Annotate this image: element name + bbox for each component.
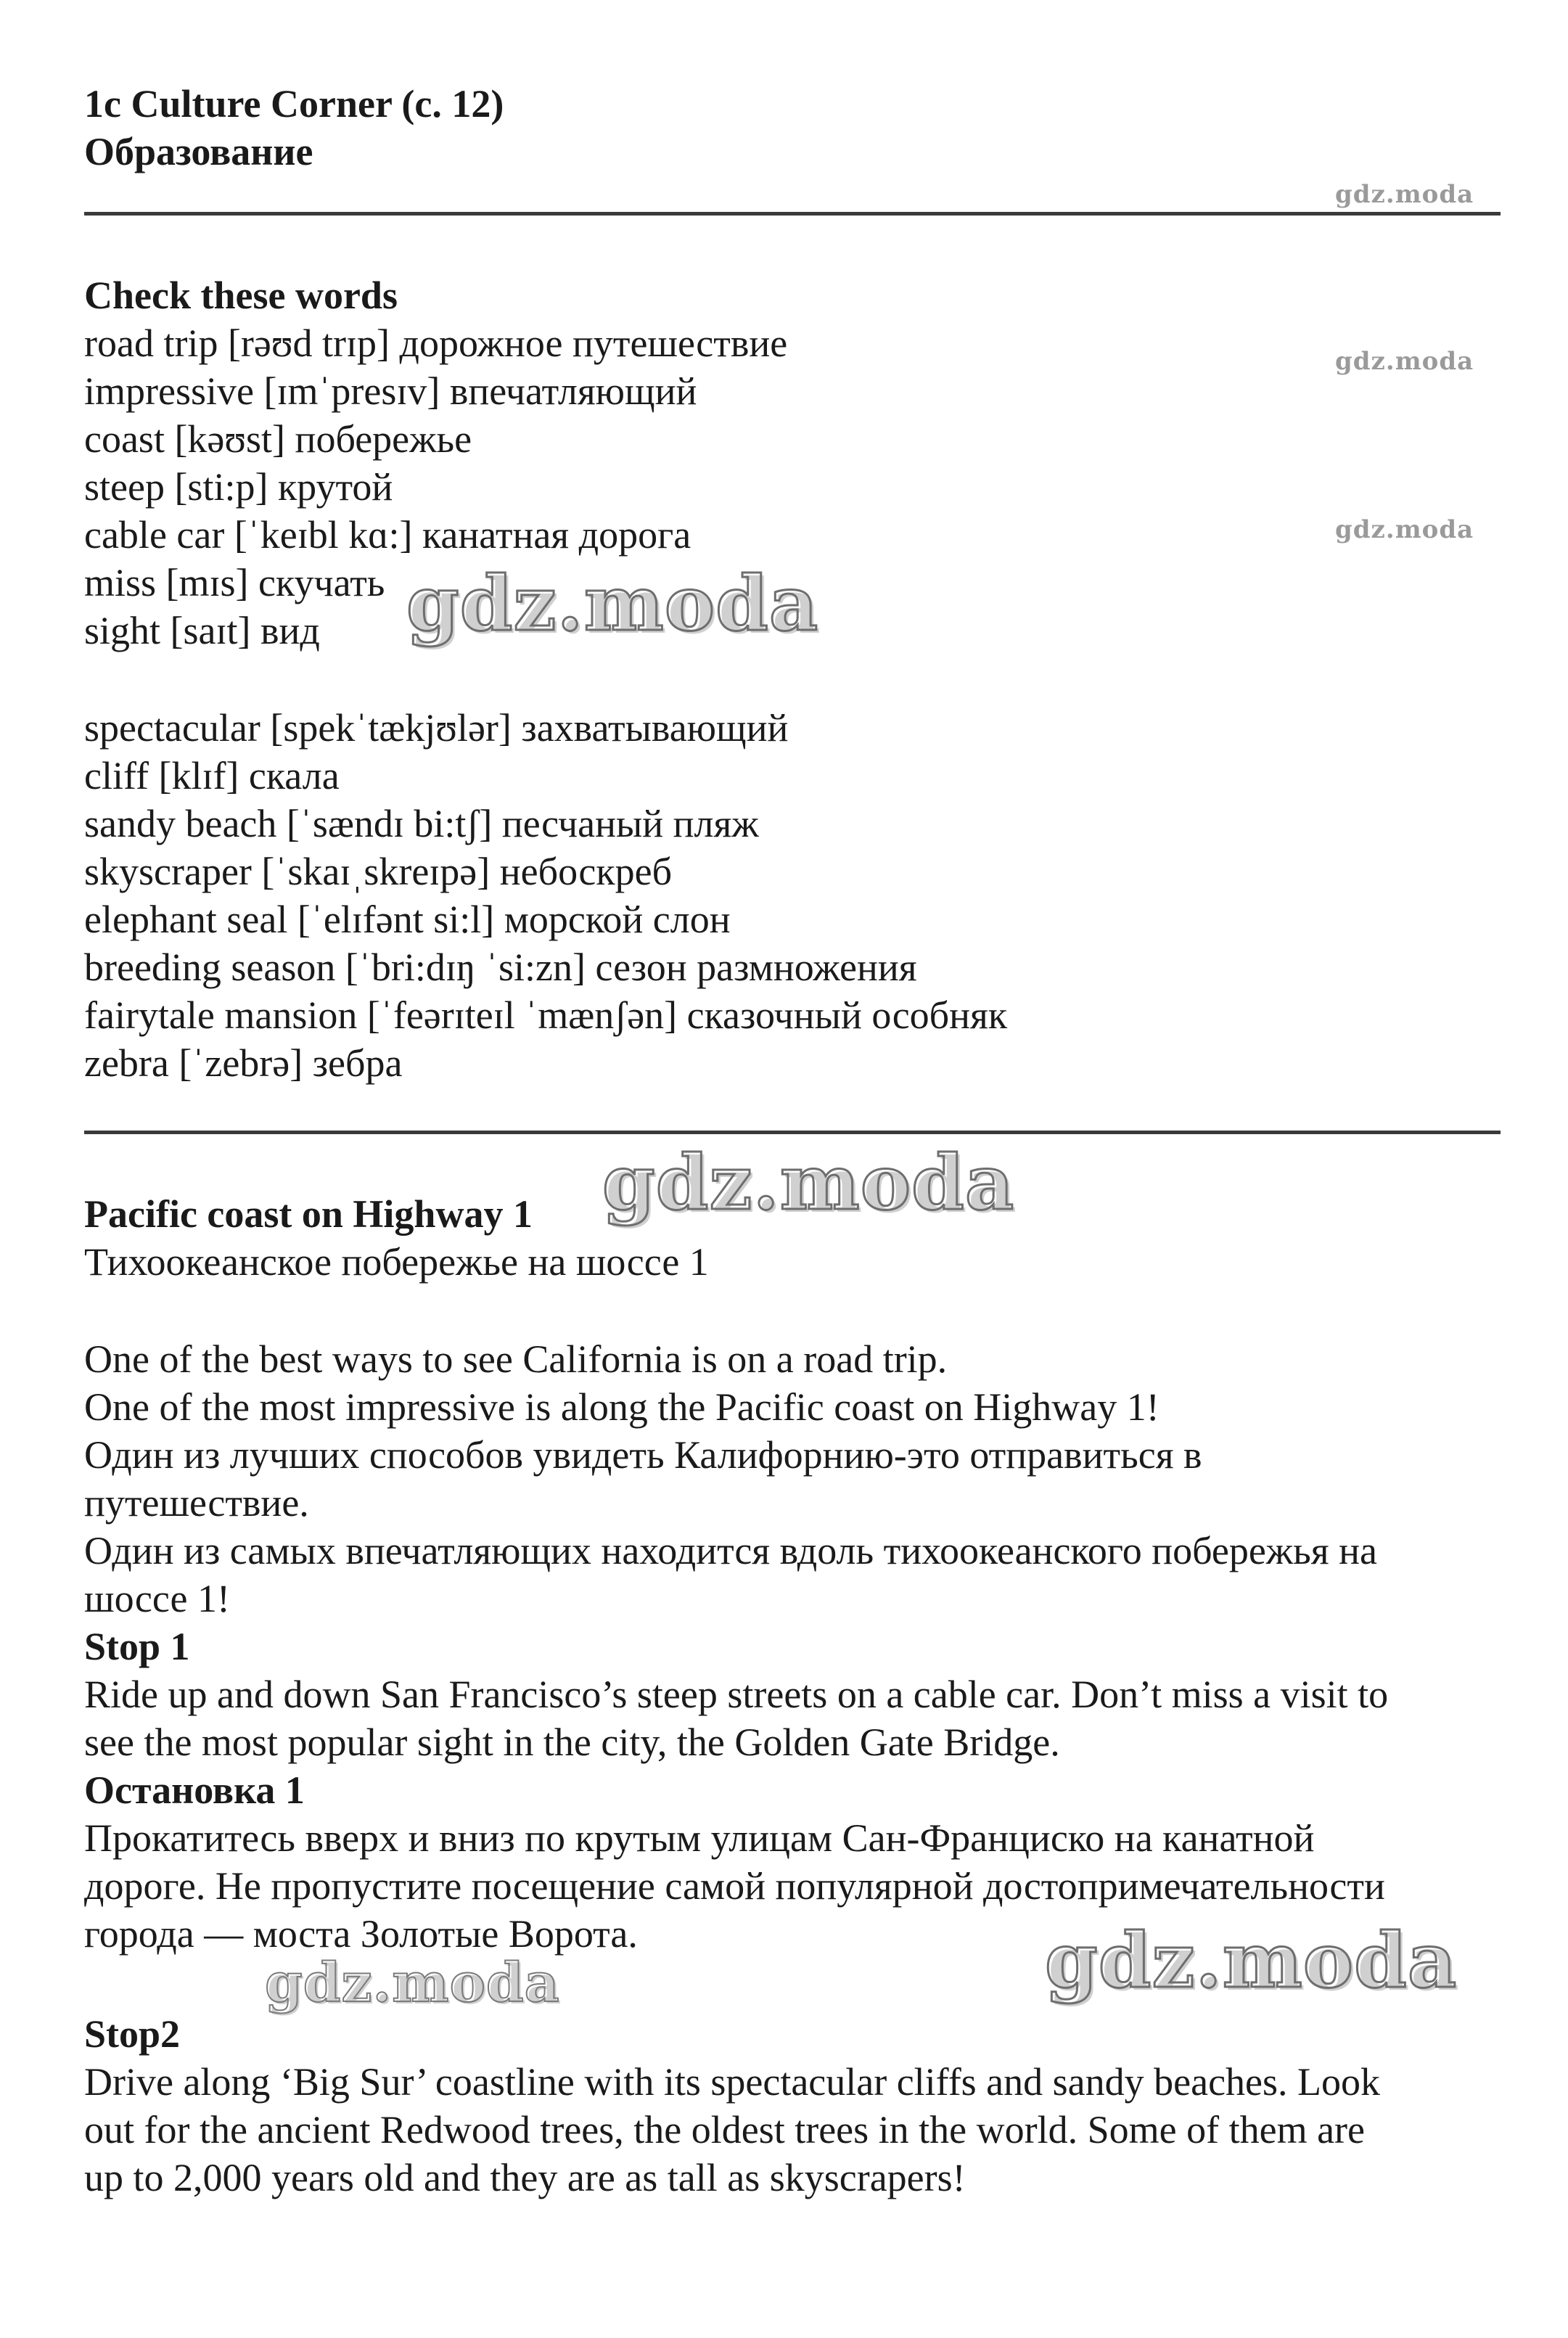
watermark-small: gdz.moda xyxy=(1335,347,1474,376)
watermark-large: gdz.moda xyxy=(1045,1916,1458,2005)
divider xyxy=(84,212,1501,216)
stop1-line-ru: дороге. Не пропустите посещение самой популярной достопримечательности xyxy=(84,1864,1385,1908)
vocab-item: breeding season [ˈbri:dɪŋ ˈsi:zn] сезон размножения xyxy=(84,946,917,989)
stop1-heading: Stop 1 xyxy=(84,1625,190,1668)
vocab-item: elephant seal [ˈelɪfənt si:l] морской слон xyxy=(84,898,731,941)
stop2-line: up to 2,000 years old and they are as tall as skyscrapers! xyxy=(84,2156,966,2199)
vocab-item: fairytale mansion [ˈfeərɪteɪl ˈmænʃən] сказочный особняк xyxy=(84,993,1008,1037)
vocab-item: skyscraper [ˈskaɪˌskreɪpə] небоскреб xyxy=(84,850,673,893)
article-title-ru: Тихоокеанское побережье на шоссе 1 xyxy=(84,1240,709,1284)
intro-line: шоссе 1! xyxy=(84,1577,230,1620)
stop1-line: see the most popular sight in the city, the Golden Gate Bridge. xyxy=(84,1720,1060,1764)
stop1-line-ru: города — моста Золотые Ворота. xyxy=(84,1912,638,1956)
vocab-item: road trip [rəʊd trɪp] дорожное путешествие xyxy=(84,321,788,365)
watermark-large: gdz.moda xyxy=(602,1138,1015,1227)
stop2-line: Drive along ‘Big Sur’ coastline with its spectacular cliffs and sandy beaches. Look xyxy=(84,2060,1381,2104)
vocab-heading: Check these words xyxy=(84,274,398,317)
stop1-line-ru: Прокатитесь вверх и вниз по крутым улицам Сан-Франциско на канатной xyxy=(84,1816,1315,1860)
divider xyxy=(84,1131,1501,1134)
watermark-small: gdz.moda xyxy=(1335,515,1474,544)
watermark-large: gdz.moda xyxy=(406,559,819,648)
stop1-heading-ru: Остановка 1 xyxy=(84,1768,305,1812)
intro-line: One of the most impressive is along the Pacific coast on Highway 1! xyxy=(84,1385,1159,1429)
intro-line: путешествие. xyxy=(84,1481,309,1525)
intro-line: One of the best ways to see California is on a road trip. xyxy=(84,1337,948,1381)
intro-line: Один из самых впечатляющих находится вдоль тихоокеанского побережья на xyxy=(84,1529,1377,1572)
vocab-item: cable car [ˈkeɪbl kɑ:] канатная дорога xyxy=(84,513,691,557)
vocab-item: miss [mɪs] скучать xyxy=(84,561,385,604)
vocab-item: steep [sti:p] крутой xyxy=(84,465,393,509)
vocab-item: spectacular [spekˈtækjʊlər] захватывающий xyxy=(84,706,789,750)
watermark-medium: gdz.moda xyxy=(265,1952,560,2014)
vocab-item: impressive [ɪmˈpresɪv] впечатляющий xyxy=(84,369,697,413)
page-subtitle: Образование xyxy=(84,130,313,173)
vocab-item: coast [kəʊst] побережье xyxy=(84,417,472,461)
vocab-item: sandy beach [ˈsændɪ bi:tʃ] песчаный пляж xyxy=(84,802,759,845)
stop2-line: out for the ancient Redwood trees, the oldest trees in the world. Some of them are xyxy=(84,2108,1365,2152)
stop2-heading: Stop2 xyxy=(84,2012,181,2056)
vocab-item: cliff [klɪf] скала xyxy=(84,754,340,797)
stop1-line: Ride up and down San Francisco’s steep streets on a cable car. Don’t miss a visit to xyxy=(84,1673,1389,1716)
page-title: 1c Culture Corner (с. 12) xyxy=(84,82,504,126)
watermark-small: gdz.moda xyxy=(1335,180,1474,209)
vocab-item: zebra [ˈzebrə] зебра xyxy=(84,1041,403,1085)
vocab-item: sight [saɪt] вид xyxy=(84,609,320,652)
article-title: Pacific coast on Highway 1 xyxy=(84,1192,533,1236)
intro-line: Один из лучших способов увидеть Калифорнию-это отправиться в xyxy=(84,1433,1202,1477)
